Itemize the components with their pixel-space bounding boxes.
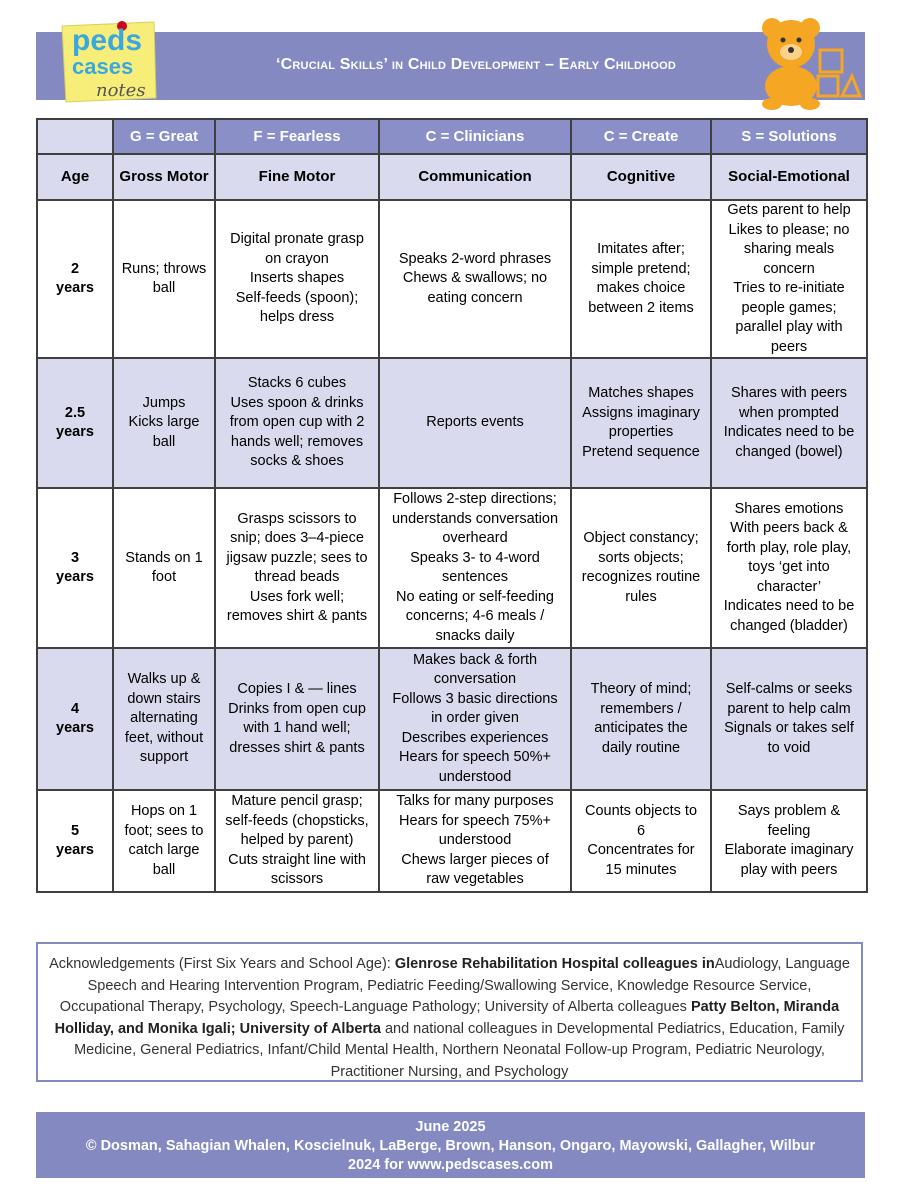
cell-line: changed (bowel)	[735, 443, 843, 460]
cell-line: Kicks large	[128, 414, 200, 431]
table-row	[37, 200, 867, 358]
cell-line: Stands on 1	[125, 549, 203, 566]
cell-line: parallel play with	[735, 319, 843, 335]
social-cell	[711, 200, 867, 358]
acronym-cell: C = Clinicians	[379, 119, 571, 154]
cell-line: sharing meals	[743, 241, 835, 257]
cell-line: Reports events	[426, 414, 524, 431]
header-cell: Social-Emotional	[711, 154, 867, 200]
cell-line: feet, without	[124, 729, 204, 746]
cell-line: Runs; throws	[121, 260, 207, 277]
acronym-cell: F = Fearless	[215, 119, 379, 154]
cell-line: raw vegetables	[426, 871, 524, 888]
cell-line: concern	[763, 260, 815, 277]
acronym-row	[37, 119, 867, 154]
cell-line: on crayon	[265, 250, 329, 267]
cell-line: people games;	[741, 299, 837, 316]
cell-line: play with peers	[740, 861, 838, 878]
gross-cell	[113, 488, 215, 648]
fine-cell	[215, 648, 379, 790]
comm-cell	[379, 790, 571, 892]
cell-line: helps dress	[259, 309, 335, 326]
cell-line: 15 minutes	[605, 861, 677, 878]
cell-line: years	[56, 280, 94, 296]
cell-line: feeling	[767, 822, 811, 839]
footer-site: 2024 for www.pedscases.com	[348, 1157, 553, 1173]
cell-line: Inserts shapes	[249, 270, 345, 287]
age-cell	[37, 648, 113, 790]
age-cell	[37, 358, 113, 488]
fine-cell	[215, 488, 379, 648]
table-row	[37, 488, 867, 648]
comm-cell	[379, 200, 571, 358]
cell-line: changed (bladder)	[730, 617, 848, 634]
cell-line: 2.5	[64, 404, 86, 421]
cell-line: toys ‘get into	[748, 559, 830, 576]
cell-line: thread beads	[254, 569, 340, 585]
cell-line: Grasps scissors to	[237, 510, 357, 527]
cell-line: makes choice	[596, 280, 686, 296]
cell-line: ball	[152, 861, 176, 878]
cell-line: Drinks from open cup	[228, 700, 366, 717]
cell-line: Counts objects to	[584, 803, 698, 819]
acknowledgements	[36, 942, 863, 1082]
cell-line: years	[56, 424, 94, 440]
cell-line: from open cup with 2	[229, 414, 365, 431]
comm-cell	[379, 358, 571, 488]
comm-cell	[379, 648, 571, 790]
cell-line: scissors	[270, 871, 324, 888]
cell-line: years	[56, 842, 94, 858]
age-cell	[37, 790, 113, 892]
cell-line: Imitates after;	[597, 241, 685, 257]
cell-line: 6	[636, 822, 646, 839]
cell-line: years	[56, 569, 94, 585]
header-cell: Gross Motor	[113, 154, 215, 200]
cell-line: Hears for speech 75%+	[399, 812, 551, 829]
cell-line: Chews larger pieces of	[401, 851, 549, 868]
cell-line: Chews & swallows; no	[402, 270, 548, 287]
acronym-cell	[37, 119, 113, 154]
header-cell: Communication	[379, 154, 571, 200]
logo-text-notes: notes	[96, 80, 146, 101]
acronym-cell: C = Create	[571, 119, 711, 154]
cell-line: Jumps	[142, 394, 186, 411]
cell-line: Says problem &	[737, 803, 841, 819]
cell-line: overheard	[442, 530, 508, 546]
cell-line: simple pretend;	[591, 260, 691, 277]
cell-line: 3	[70, 549, 80, 566]
cell-line: Describes experiences	[401, 729, 549, 746]
cog-cell	[571, 200, 711, 358]
cell-line: Speaks 3- to 4-word	[410, 549, 540, 566]
cell-line: ball	[152, 280, 176, 296]
cell-line: forth play, role play,	[726, 539, 852, 556]
social-cell	[711, 790, 867, 892]
cell-line: snacks daily	[435, 627, 515, 644]
cell-line: socks & shoes	[250, 453, 344, 470]
title-band	[36, 32, 865, 100]
footer-band	[36, 1112, 865, 1178]
cell-line: Cuts straight line with	[228, 851, 366, 868]
table-row	[37, 358, 867, 488]
cog-cell	[571, 648, 711, 790]
cell-line: Matches shapes	[588, 385, 694, 401]
cell-line: properties	[608, 424, 674, 440]
fine-cell	[215, 200, 379, 358]
cell-line: Hears for speech 50%+	[399, 749, 551, 766]
cell-line: self-feeds (chopsticks,	[225, 812, 369, 829]
cell-line: Theory of mind;	[590, 681, 692, 697]
cell-line: Gets parent to help	[727, 202, 851, 218]
cell-line: Concentrates for	[587, 842, 695, 858]
cell-line: understood	[438, 768, 512, 785]
cell-line: Follows 3 basic directions	[392, 690, 558, 707]
cell-line: understood	[438, 832, 512, 849]
cell-line: with 1 hand well;	[243, 720, 351, 736]
cell-line: removes shirt & pants	[226, 608, 368, 624]
cell-line: 2	[70, 260, 80, 277]
age-cell	[37, 200, 113, 358]
cell-line: 5	[70, 822, 80, 839]
cell-line: Mature pencil grasp;	[231, 793, 363, 810]
cell-line: Follows 2-step directions;	[393, 491, 557, 507]
header-cell: Age	[37, 154, 113, 200]
cell-line: Pretend sequence	[582, 443, 700, 460]
cell-line: Likes to please; no	[728, 221, 850, 238]
footer-date: June 2025	[415, 1119, 486, 1135]
crucial-skills-table	[36, 118, 868, 893]
cell-line: Assigns imaginary	[582, 404, 700, 421]
cog-cell	[571, 790, 711, 892]
cell-line: daily routine	[601, 739, 681, 756]
footer-authors: © Dosman, Sahagian Whalen, Koscielnuk, LaBerge, Brown, Hanson, Ongaro, Mayowski, Gallagher, Wilbur	[85, 1138, 816, 1154]
pedscases-logo	[58, 16, 158, 106]
cell-line: recognizes routine	[581, 569, 701, 585]
cell-line: conversation	[433, 671, 517, 688]
teddy-bear-icon	[752, 10, 862, 110]
cell-line: With peers back &	[730, 520, 848, 537]
cell-line: sentences	[441, 569, 509, 585]
cell-line: character’	[756, 578, 822, 595]
cell-line: snip; does 3–4-piece	[230, 530, 364, 546]
cell-line: Elaborate imaginary	[724, 842, 854, 858]
gross-cell	[113, 358, 215, 488]
header-row	[37, 154, 867, 200]
ack-bold-2: Patty Belton, Miranda Holliday, and Monika Igali; University of Alberta	[54, 999, 840, 1037]
age-cell	[37, 488, 113, 648]
cell-line: to void	[767, 739, 811, 756]
cell-line: Uses spoon & drinks	[230, 394, 364, 411]
cell-line: between 2 items	[588, 299, 694, 316]
cell-line: foot; sees to	[124, 822, 204, 839]
logo-text-peds: peds	[72, 24, 143, 57]
social-cell	[711, 358, 867, 488]
cog-cell	[571, 488, 711, 648]
cell-line: Shares emotions	[734, 500, 844, 517]
ack-text-3: and national colleagues in Developmental Pediatrics, Education, Family Medicine, General Pediatrics, Infant/Child Mental Health, Northern Neonatal Follow-up Program, Pediatric Neurology, Practitioner Nursing, and Psychology	[74, 1020, 845, 1080]
social-cell	[711, 488, 867, 648]
gross-cell	[113, 200, 215, 358]
header-cell: Cognitive	[571, 154, 711, 200]
gross-cell	[113, 648, 215, 790]
cell-line: anticipates the	[594, 720, 688, 736]
page-title: ‘Crucial Skills’ in Child Development – Early Childhood	[276, 56, 676, 73]
cell-line: Walks up &	[127, 671, 201, 688]
cell-line: Indicates need to be	[723, 424, 855, 440]
cell-line: dresses shirt & pants	[229, 739, 365, 756]
ack-text-2: Audiology, Language Speech and Hearing Intervention Program, Pediatric Feeding/Swallowing Service, Knowledge Resource Service, Occupational Therapy, Psychology, Speech-Language Pathology; University of Alberta colleagues	[59, 956, 850, 1016]
cell-line: Self-feeds (spoon);	[235, 289, 359, 306]
gross-cell	[113, 790, 215, 892]
cell-line: Makes back & forth	[412, 651, 538, 668]
ack-text-1: Acknowledgements (First Six Years and School Age):	[49, 956, 395, 972]
header-cell: Fine Motor	[215, 154, 379, 200]
cog-cell	[571, 358, 711, 488]
cell-line: down stairs	[127, 690, 201, 707]
cell-line: Object constancy;	[583, 530, 699, 546]
comm-cell	[379, 488, 571, 648]
cell-line: Self-calms or seeks	[725, 681, 853, 697]
acronym-cell: G = Great	[113, 119, 215, 154]
cell-line: eating concern	[427, 289, 523, 306]
cell-line: catch large	[128, 842, 200, 858]
fine-cell	[215, 790, 379, 892]
cell-line: hands well; removes	[230, 433, 364, 450]
cell-line: 4	[70, 700, 80, 717]
cell-line: Talks for many purposes	[396, 793, 554, 810]
cell-line: helped by parent)	[240, 832, 354, 849]
cell-line: rules	[625, 588, 657, 605]
cell-line: understands conversation	[391, 510, 559, 527]
cell-line: Tries to re-initiate	[733, 280, 845, 296]
cell-line: ball	[152, 433, 176, 450]
cell-line: alternating	[130, 710, 198, 727]
cell-line: years	[56, 720, 94, 736]
table-row	[37, 790, 867, 892]
cell-line: Stacks 6 cubes	[247, 375, 347, 392]
cell-line: Speaks 2-word phrases	[398, 250, 552, 267]
cell-line: sorts objects;	[598, 549, 684, 566]
acronym-cell: S = Solutions	[711, 119, 867, 154]
social-cell	[711, 648, 867, 790]
cell-line: Shares with peers	[730, 385, 848, 401]
logo-text-cases: cases	[72, 54, 134, 79]
cell-line: concerns; 4-6 meals /	[405, 608, 545, 624]
cell-line: Copies I & — lines	[237, 681, 357, 697]
cell-line: remembers /	[600, 700, 682, 717]
cell-line: Indicates need to be	[723, 598, 855, 615]
cell-line: parent to help calm	[727, 700, 851, 717]
cell-line: support	[139, 749, 189, 766]
cell-line: foot	[151, 569, 177, 585]
cell-line: jigsaw puzzle; sees to	[226, 549, 368, 566]
table-row	[37, 648, 867, 790]
cell-line: Uses fork well;	[249, 588, 345, 605]
cell-line: in order given	[431, 710, 519, 727]
cell-line: Signals or takes self	[724, 720, 854, 736]
cell-line: when prompted	[739, 404, 839, 421]
ack-bold-1: Glenrose Rehabilitation Hospital colleagues in	[394, 956, 715, 972]
fine-cell	[215, 358, 379, 488]
cell-line: Hops on 1	[130, 803, 198, 819]
cell-line: Digital pronate grasp	[230, 231, 364, 248]
cell-line: peers	[770, 338, 808, 355]
cell-line: No eating or self-feeding	[396, 588, 554, 605]
